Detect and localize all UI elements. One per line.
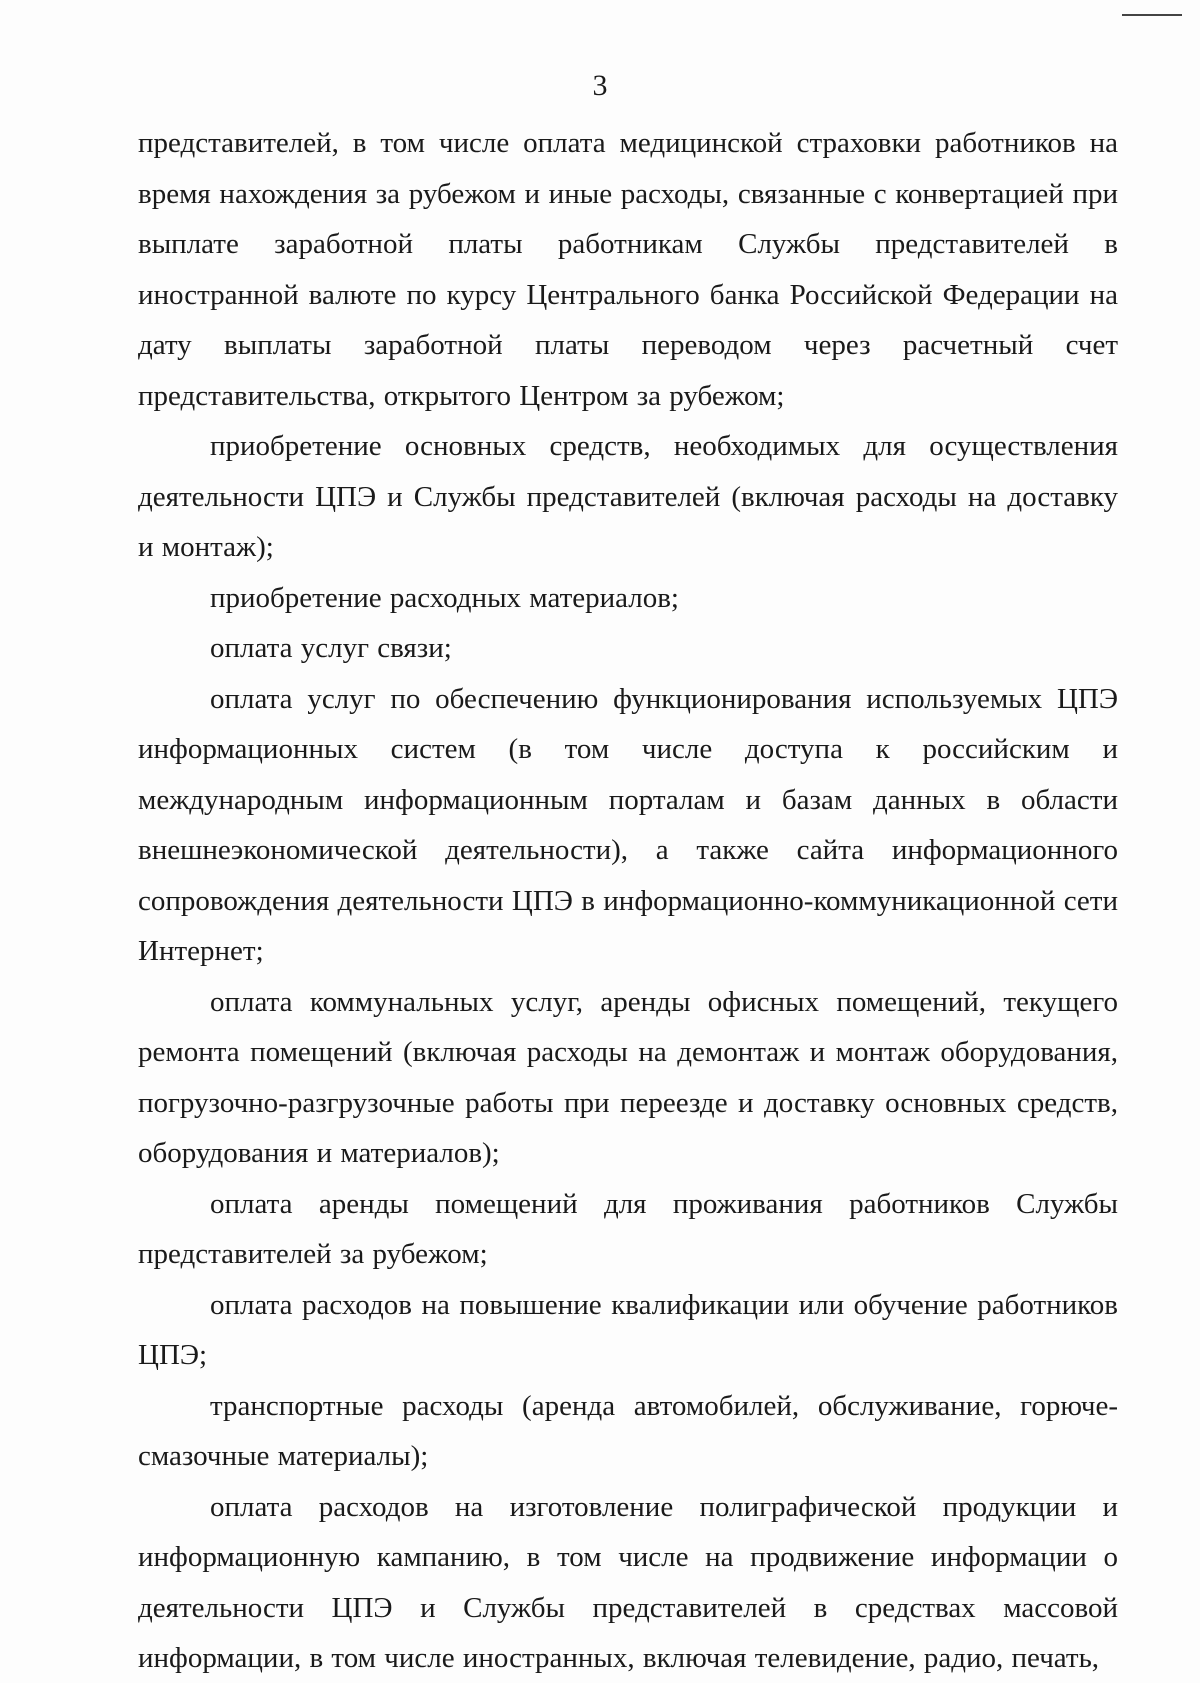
corner-scan-mark — [1122, 14, 1182, 16]
document-body — [138, 118, 1118, 1684]
paragraph-utilities-rent: оплата коммунальных услуг, аренды офисных помещений, текущего ремонта помещений (включая расходы на демонтаж и монтаж оборудования, погрузочно-разгрузочные работы при переезде и доставку основных средств, оборудования и материалов); — [138, 985, 1118, 1169]
page-number: 3 — [592, 69, 608, 102]
paragraph-training: оплата расходов на повышение квалификации или обучение работников ЦПЭ; — [138, 1288, 1118, 1371]
paragraph-fixed-assets: приобретение основных средств, необходимых для осуществления деятельности ЦПЭ и Службы представителей (включая расходы на доставку и монтаж); — [138, 430, 1118, 563]
paragraph-representatives-continuation: представителей, в том числе оплата медицинской страховки работников на время нахождения за рубежом и иные расходы, связанные с конвертацией при выплате заработной платы работникам Службы представителей в иностранной валюте по курсу Центрального банка Российской Федерации на дату выплаты заработной платы переводом через расчетный счет представительства, открытого Центром за рубежом; — [138, 127, 1118, 412]
paragraph-consumables: приобретение расходных материалов; — [210, 581, 679, 614]
paragraph-information-systems: оплата услуг по обеспечению функционирования используемых ЦПЭ информационных систем (в том числе доступа к российским и международным информационным порталам и базам данных в области внешнеэкономической деятельности), а также сайта информационного сопровождения деятельности ЦПЭ в информационно-коммуникационной сети Интернет; — [138, 682, 1118, 967]
paragraph-housing-rent: оплата аренды помещений для проживания работников Службы представителей за рубежом; — [138, 1187, 1118, 1270]
paragraph-printing-campaign: оплата расходов на изготовление полиграфической продукции и информационную кампанию, в том числе на продвижение информации о деятельности ЦПЭ и Службы представителей в средствах массовой информации, в том числе иностранных, включая телевидение, радио, печать, — [138, 1490, 1118, 1674]
paragraph-transport: транспортные расходы (аренда автомобилей, обслуживание, горюче-смазочные материалы); — [138, 1389, 1118, 1472]
paragraph-communication-services: оплата услуг связи; — [210, 632, 452, 664]
